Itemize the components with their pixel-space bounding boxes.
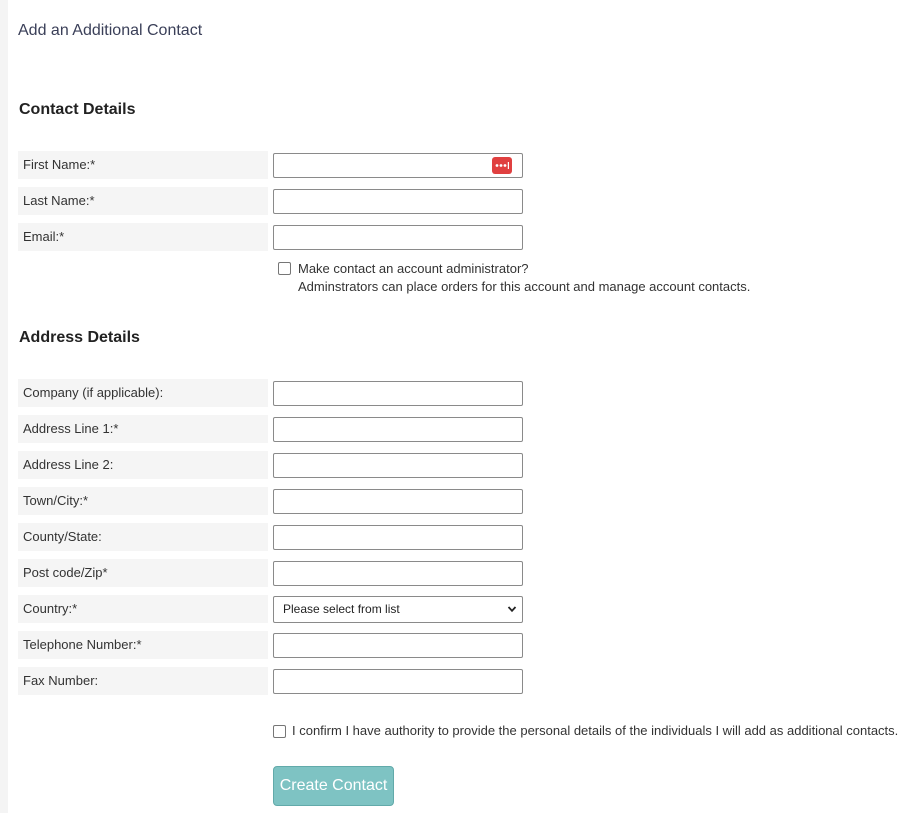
confirm-checkbox-label[interactable]: I confirm I have authority to provide the personal details of the individuals I will add as additional contacts. bbox=[292, 723, 899, 738]
address-line-1-row bbox=[18, 415, 524, 443]
password-manager-icon[interactable] bbox=[492, 157, 512, 174]
last-name-input[interactable] bbox=[273, 189, 523, 214]
address-line-1-label: Address Line 1:* bbox=[18, 415, 268, 443]
admin-checkbox[interactable] bbox=[278, 262, 291, 275]
fax-label: Fax Number: bbox=[18, 667, 268, 695]
telephone-input[interactable] bbox=[273, 633, 523, 658]
chevron-down-icon bbox=[507, 604, 517, 614]
county-state-label: County/State: bbox=[18, 523, 268, 551]
company-label: Company (if applicable): bbox=[18, 379, 268, 407]
email-label: Email:* bbox=[18, 223, 268, 251]
country-label: Country:* bbox=[18, 595, 268, 623]
address-line-1-input[interactable] bbox=[273, 417, 523, 442]
postcode-row bbox=[18, 559, 524, 587]
last-name-row bbox=[18, 187, 524, 215]
first-name-label: First Name:* bbox=[18, 151, 268, 179]
fax-input[interactable] bbox=[273, 669, 523, 694]
town-city-input[interactable] bbox=[273, 489, 523, 514]
create-contact-button[interactable]: Create Contact bbox=[273, 766, 394, 806]
company-input[interactable] bbox=[273, 381, 523, 406]
contact-details-heading: Contact Details bbox=[19, 101, 136, 118]
first-name-row bbox=[18, 151, 524, 179]
address-line-2-row bbox=[18, 451, 524, 479]
admin-help-text: Adminstrators can place orders for this account and manage account contacts. bbox=[298, 279, 751, 294]
county-state-input[interactable] bbox=[273, 525, 523, 550]
postcode-input[interactable] bbox=[273, 561, 523, 586]
last-name-label: Last Name:* bbox=[18, 187, 268, 215]
address-details-heading: Address Details bbox=[19, 329, 140, 346]
email-input[interactable] bbox=[273, 225, 523, 250]
postcode-label: Post code/Zip* bbox=[18, 559, 268, 587]
admin-checkbox-label[interactable]: Make contact an account administrator? bbox=[298, 261, 529, 276]
email-row bbox=[18, 223, 524, 251]
telephone-row bbox=[18, 631, 524, 659]
address-line-2-label: Address Line 2: bbox=[18, 451, 268, 479]
fax-row bbox=[18, 667, 524, 695]
town-city-label: Town/City:* bbox=[18, 487, 268, 515]
telephone-label: Telephone Number:* bbox=[18, 631, 268, 659]
address-line-2-input[interactable] bbox=[273, 453, 523, 478]
page-title: Add an Additional Contact bbox=[18, 22, 203, 39]
left-edge-strip bbox=[0, 0, 8, 813]
county-state-row bbox=[18, 523, 524, 551]
town-city-row bbox=[18, 487, 524, 515]
confirm-checkbox[interactable] bbox=[273, 725, 286, 738]
country-row bbox=[18, 595, 524, 623]
first-name-input[interactable] bbox=[273, 153, 523, 178]
country-select-value: Please select from list bbox=[283, 602, 400, 616]
country-select[interactable] bbox=[273, 596, 523, 623]
admin-checkbox-text bbox=[298, 260, 750, 296]
company-row bbox=[18, 379, 524, 407]
